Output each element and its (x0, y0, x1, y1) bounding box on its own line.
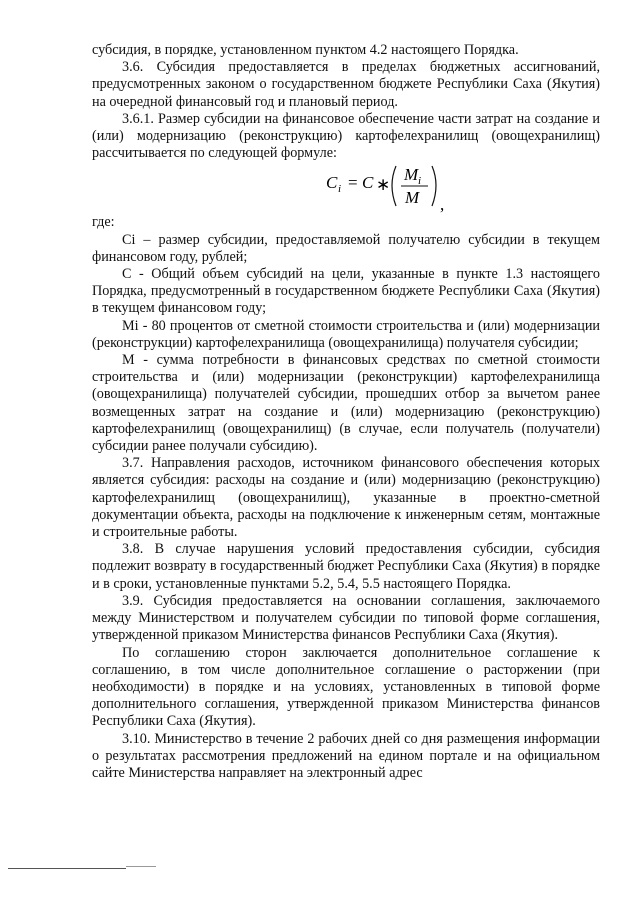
subsidy-formula (92, 162, 600, 214)
formula-left-paren (392, 166, 396, 206)
paragraph-where: где: (92, 214, 115, 231)
formula-comma: , (440, 195, 445, 215)
formula-denominator: M (405, 188, 420, 208)
paragraph-3-8: 3.8. В случае нарушения условий предоставления субсидии, субсидия подлежит возврату в государственный бюджет Республики Саха (Якутия) в порядке и в сроки, установленные пунктами 5.2, 5.4, 5.5 настоящего Порядка. (92, 541, 600, 592)
formula-c: C (362, 173, 374, 193)
formula-numerator-sub: i (418, 175, 422, 188)
definition-c: С - Общий объем субсидий на цели, указанные в пункте 1.3 настоящего Порядка, предусмотренный в государственном бюджете Республики Саха (Якутия) в текущем финансовом году; (92, 266, 600, 317)
definition-mi: Mi - 80 процентов от сметной стоимости строительства и (или) модернизации (реконструкции) картофелехранилища (овощехранилища) получателя субсидии; (92, 317, 600, 351)
formula-times: ∗ (376, 175, 391, 195)
paragraph-additional-agreement: По соглашению сторон заключается дополнительное соглашение к соглашению, в том числе дополнительное соглашение о расторжении (при необходимости) в порядке и на условиях, установленных в типовой форме дополнительного соглашения, утвержденной приказом Министерства финансов Республики Саха (Якутия). (92, 644, 600, 730)
paragraph-3-10: 3.10. Министерство в течение 2 рабочих дней со дня размещения информации о результатах рассмотрения предложений на едином портале и на официальном сайте Министерства направляет на электронный адрес (92, 730, 600, 781)
paragraph-3-9: 3.9. Субсидия предоставляется на основании соглашения, заключаемого между Министерством и получателем субсидии по типовой форме соглашения, утвержденной приказом Министерства финансов Республики Саха (Якутия). (92, 592, 600, 644)
formula-right-paren (432, 166, 436, 206)
formula-lhs: C (326, 173, 338, 193)
definition-m: М - сумма потребности в финансовых средствах по сметной стоимости строительства и (или) модернизации (реконструкции) картофелехранилища (овощехранилища) получателей субсидии, прошедших отбор за вычетом ранее возмещенных затрат на создание и (или) модернизацию (реконструкцию) картофелехранилищ (овощехранилищ) (в случае, если получатель (получатели) субсидии ранее получали субсидию). (92, 352, 600, 455)
footer-divider-faint (126, 866, 156, 867)
formula-lhs-sub: i (338, 183, 342, 196)
formula-numerator: M (404, 165, 419, 185)
paragraph-continuation: субсидия, в порядке, установленном пунктом 4.2 настоящего Порядка. (92, 42, 519, 58)
paragraph-3-6-1: 3.6.1. Размер субсидии на финансовое обеспечение части затрат на создание и (или) модернизацию (реконструкцию) картофелехранилищ (овощехранилищ) рассчитывается по следующей формуле: (92, 110, 600, 162)
paragraph-3-7: 3.7. Направления расходов, источником финансового обеспечения которых является субсидия: расходы на создание и (или) модернизацию (реконструкцию) картофелехранилищ (овощехранилищ), указанные в проектно-сметной документации объекта, расходы на подключение к инженерным сетям, монтажные и строительные работы. (92, 455, 600, 541)
paragraph-3-6: 3.6. Субсидия предоставляется в пределах бюджетных ассигнований, предусмотренных законом о государственном бюджете Республики Саха (Якутия) на очередной финансовый год и плановый период. (92, 59, 600, 110)
footer-divider (8, 868, 126, 869)
definition-ci: Сi – размер субсидии, предоставляемой получателю субсидии в текущем финансовом году, рублей; (92, 231, 600, 265)
formula-equals: = (348, 173, 358, 193)
